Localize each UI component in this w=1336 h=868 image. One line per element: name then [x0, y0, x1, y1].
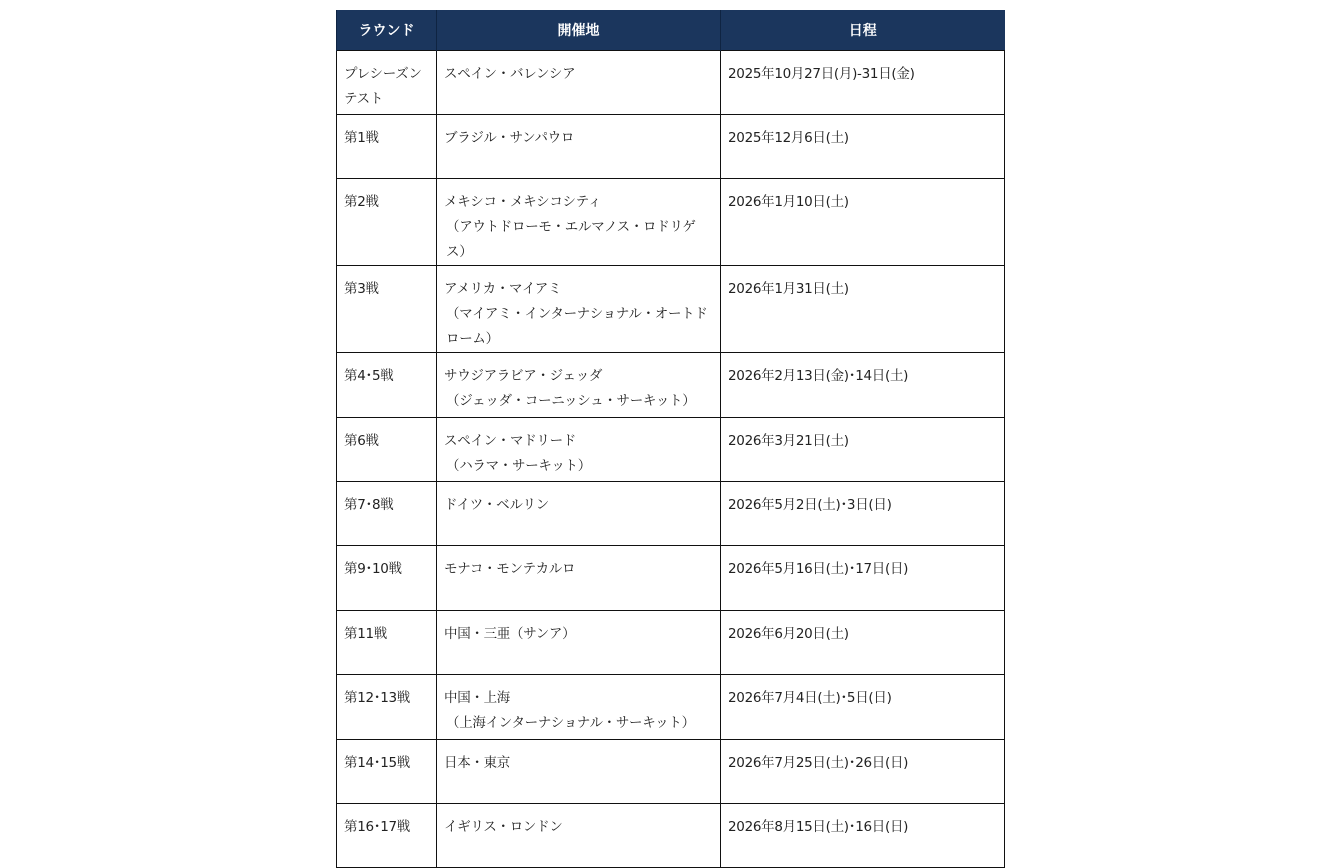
schedule-cell [721, 114, 1005, 178]
venue-cell [437, 50, 721, 114]
header-round: ラウンド [337, 10, 437, 50]
schedule-cell [721, 546, 1005, 610]
round-cell [337, 114, 437, 178]
table-body [337, 50, 1005, 868]
venue-circuit: （上海インターナショナル・サーキット） [446, 715, 695, 732]
round-cell [337, 804, 437, 868]
venue-cell [437, 353, 721, 417]
venue-name: サウジアラビア・ジェッダ [444, 368, 603, 385]
round-cell [337, 675, 437, 739]
venue-name: 中国・上海 [444, 690, 510, 707]
round-cell [337, 179, 437, 266]
table-row [337, 739, 1005, 803]
schedule-date: 2026年1月31日(土) [728, 281, 849, 298]
round-cell [337, 546, 437, 610]
venue-circuit: （マイアミ・インターナショナル・オートドローム） [446, 306, 708, 348]
schedule-date: 2026年2月13日(金)･14日(土) [728, 368, 909, 385]
venue-cell [437, 179, 721, 266]
round-label: プレシーズンテスト [344, 65, 422, 107]
table-row [337, 610, 1005, 674]
schedule-cell [721, 804, 1005, 868]
venue-circuit: （ジェッダ・コーニッシュ・サーキット） [446, 393, 696, 410]
round-label: 第2戦 [344, 194, 379, 211]
round-label: 第16･17戦 [344, 819, 411, 836]
venue-name: ドイツ・ベルリン [444, 497, 549, 514]
round-label: 第12･13戦 [344, 690, 411, 707]
venue-name: モナコ・モンテカルロ [444, 561, 576, 578]
schedule-cell [721, 179, 1005, 266]
round-label: 第1戦 [344, 129, 379, 146]
round-label: 第6戦 [344, 432, 379, 449]
venue-cell [437, 675, 721, 739]
round-label: 第9･10戦 [344, 561, 402, 578]
venue-name: ブラジル・サンパウロ [444, 129, 575, 146]
table-row [337, 546, 1005, 610]
schedule-cell [721, 266, 1005, 353]
schedule-date: 2025年10月27日(月)-31日(金) [728, 65, 915, 82]
round-cell [337, 417, 437, 481]
schedule-date: 2026年1月10日(土) [728, 194, 849, 211]
schedule-date: 2026年7月4日(土)･5日(日) [728, 690, 892, 707]
venue-cell [437, 546, 721, 610]
table-row [337, 353, 1005, 417]
table-row [337, 266, 1005, 353]
venue-circuit: （ハラマ・サーキット） [446, 457, 591, 474]
schedule-date: 2026年5月16日(土)･17日(日) [728, 561, 909, 578]
round-label: 第14･15戦 [344, 754, 411, 771]
schedule-date: 2025年12月6日(土) [728, 129, 849, 146]
venue-name: イギリス・ロンドン [444, 819, 563, 836]
venue-cell [437, 417, 721, 481]
venue-cell [437, 804, 721, 868]
table-row [337, 114, 1005, 178]
venue-cell [437, 482, 721, 546]
round-cell [337, 739, 437, 803]
round-label: 第7･8戦 [344, 497, 394, 514]
table-row [337, 804, 1005, 868]
schedule-date: 2026年6月20日(土) [728, 625, 849, 642]
table-row [337, 179, 1005, 266]
schedule-date: 2026年8月15日(土)･16日(日) [728, 819, 909, 836]
venue-circuit: （アウトドローモ・エルマノス・ロドリゲス） [446, 219, 696, 261]
venue-cell [437, 610, 721, 674]
table-row [337, 482, 1005, 546]
schedule-cell [721, 50, 1005, 114]
schedule-date: 2026年3月21日(土) [728, 432, 849, 449]
round-cell [337, 50, 437, 114]
schedule-cell [721, 675, 1005, 739]
venue-cell [437, 266, 721, 353]
venue-cell [437, 114, 721, 178]
round-cell [337, 266, 437, 353]
schedule-cell [721, 610, 1005, 674]
venue-cell [437, 739, 721, 803]
venue-name: スペイン・マドリード [444, 432, 576, 449]
table-header-row [337, 10, 1005, 50]
schedule-date: 2026年7月25日(土)･26日(日) [728, 754, 909, 771]
schedule-cell [721, 739, 1005, 803]
round-cell [337, 482, 437, 546]
schedule-cell [721, 482, 1005, 546]
venue-name: スペイン・バレンシア [444, 65, 576, 82]
round-label: 第4･5戦 [344, 368, 394, 385]
table-row [337, 417, 1005, 481]
venue-name: 中国・三亜（サンア） [444, 625, 576, 642]
venue-name: メキシコ・メキシコシティ [444, 194, 602, 211]
table-row [337, 50, 1005, 114]
table-row [337, 675, 1005, 739]
schedule-cell [721, 353, 1005, 417]
round-label: 第3戦 [344, 281, 379, 298]
round-label: 第11戦 [344, 625, 387, 642]
round-cell [337, 610, 437, 674]
header-schedule: 日程 [721, 10, 1005, 50]
race-schedule-table [336, 10, 1005, 868]
header-venue: 開催地 [437, 10, 721, 50]
venue-name: 日本・東京 [444, 754, 510, 771]
venue-name: アメリカ・マイアミ [444, 281, 562, 298]
schedule-date: 2026年5月2日(土)･3日(日) [728, 497, 892, 514]
round-cell [337, 353, 437, 417]
schedule-cell [721, 417, 1005, 481]
